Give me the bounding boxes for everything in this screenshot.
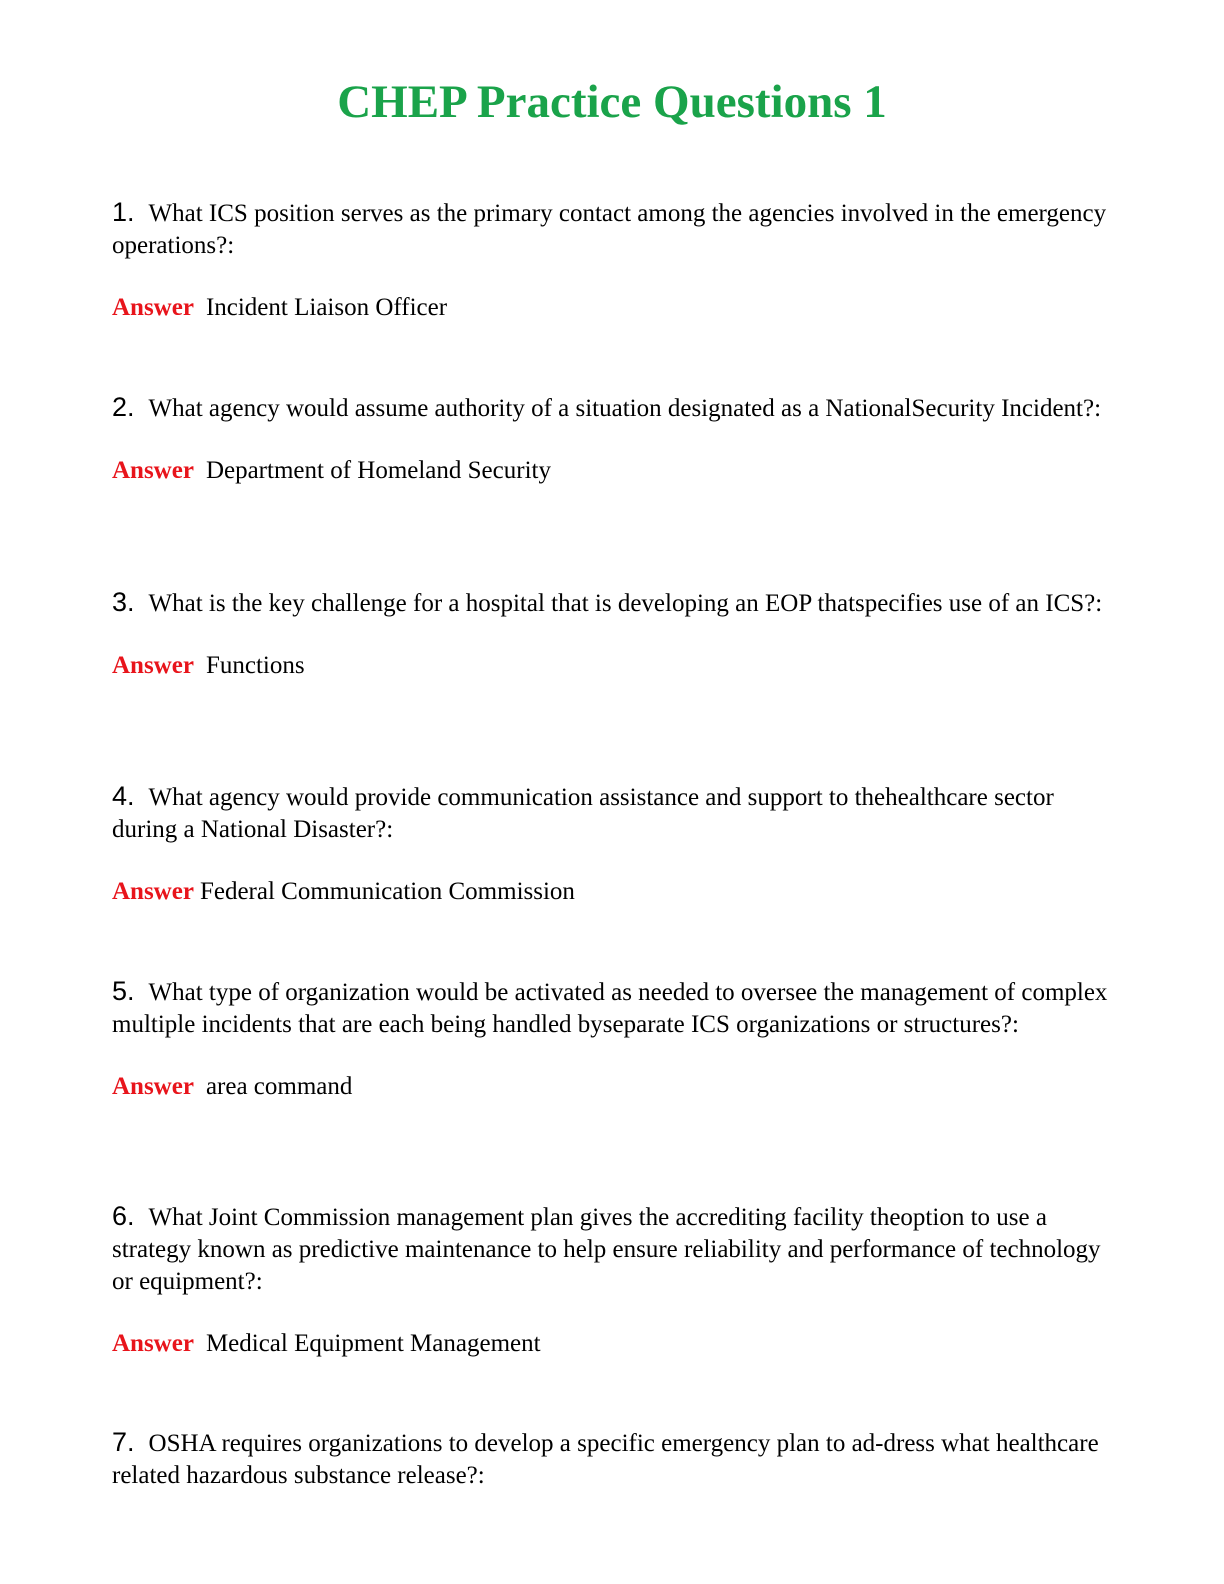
answer-1 bbox=[112, 292, 1122, 324]
question-block-2 bbox=[112, 391, 1122, 487]
question-1 bbox=[112, 196, 1122, 262]
question-text: What ICS position serves as the primary contact among the agencies involved in the emergency operations?: bbox=[112, 200, 1107, 259]
question-text: What agency would provide communication assistance and support to thehealthcare sector during a National Disaster?: bbox=[112, 784, 1054, 843]
question-block-3 bbox=[112, 586, 1122, 682]
question-number: 5. bbox=[112, 976, 135, 1006]
question-text: What is the key challenge for a hospital that is developing an EOP thatspecifies use of an ICS?: bbox=[148, 590, 1103, 617]
question-2 bbox=[112, 391, 1122, 425]
question-text: What Joint Commission management plan gives the accrediting facility theoption to use a strategy known as predictive maintenance to help ensure reliability and performance of technology or equipment?: bbox=[112, 1204, 1101, 1295]
question-4 bbox=[112, 780, 1122, 846]
question-block-1 bbox=[112, 196, 1122, 324]
answer-label: Answer bbox=[112, 294, 194, 321]
answer-text: Functions bbox=[205, 652, 305, 679]
answer-label: Answer bbox=[112, 878, 194, 905]
answer-text: Federal Communication Commission bbox=[199, 878, 575, 905]
question-number: 2. bbox=[112, 392, 135, 422]
answer-label: Answer bbox=[112, 1330, 194, 1357]
answer-6 bbox=[112, 1328, 1122, 1360]
answer-text: Department of Homeland Security bbox=[205, 457, 551, 484]
question-6 bbox=[112, 1200, 1122, 1298]
question-block-6 bbox=[112, 1200, 1122, 1360]
question-3 bbox=[112, 586, 1122, 620]
answer-2 bbox=[112, 455, 1122, 487]
answer-text: area command bbox=[205, 1073, 353, 1100]
answer-text: Medical Equipment Management bbox=[205, 1330, 541, 1357]
question-7 bbox=[112, 1426, 1122, 1492]
answer-3 bbox=[112, 650, 1122, 682]
question-number: 6. bbox=[112, 1201, 135, 1231]
answer-5 bbox=[112, 1071, 1122, 1103]
answer-label: Answer bbox=[112, 457, 194, 484]
question-number: 3. bbox=[112, 587, 135, 617]
question-block-4 bbox=[112, 780, 1122, 908]
question-number: 7. bbox=[112, 1427, 135, 1457]
page-title: CHEP Practice Questions 1 bbox=[337, 76, 887, 128]
answer-4 bbox=[112, 876, 1122, 908]
question-text: OSHA requires organizations to develop a specific emergency plan to ad-dress what healthcare related hazardous substance release?: bbox=[112, 1430, 1099, 1489]
question-number: 4. bbox=[112, 781, 135, 811]
question-block-5 bbox=[112, 975, 1122, 1103]
answer-label: Answer bbox=[112, 1073, 194, 1100]
answer-label: Answer bbox=[112, 652, 194, 679]
question-block-7 bbox=[112, 1426, 1122, 1492]
question-5 bbox=[112, 975, 1122, 1041]
question-number: 1. bbox=[112, 197, 135, 227]
question-text: What agency would assume authority of a situation designated as a NationalSecurity Incident?: bbox=[148, 395, 1102, 422]
question-text: What type of organization would be activated as needed to oversee the management of complex multiple incidents that are each being handled byseparate ICS organizations or structures?: bbox=[112, 979, 1108, 1038]
answer-text: Incident Liaison Officer bbox=[205, 294, 448, 321]
